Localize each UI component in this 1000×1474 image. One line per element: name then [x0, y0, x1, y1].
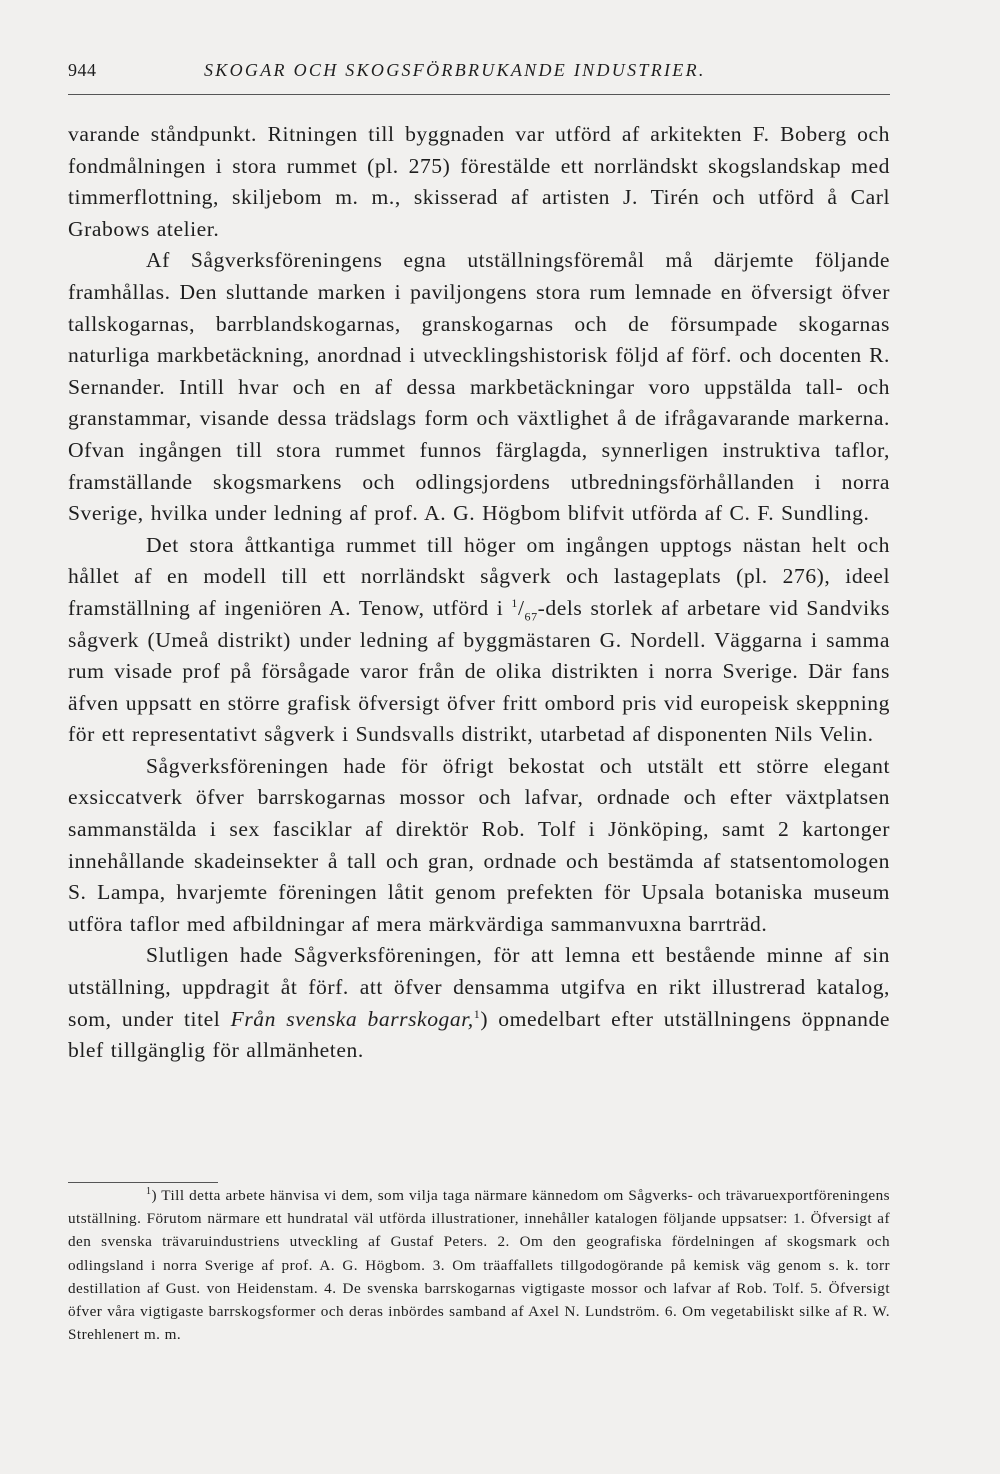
header-rule — [68, 94, 890, 95]
footnote-text: ) Till detta arbete hänvisa vi dem, som vilja taga närmare kännedom om Sågverks- och trävaruexportföreningens utställning. Förutom närmare ett hundratal väl utförda illustrationer, innehåller katalogen följande uppsatser: 1. Öfversigt af den svenska trävaruindustriens utveckling af Gustaf Peters. 2. Om den geografiska fördelningen af skogsmark och odlingsland i norra Sverige af prof. A. G. Högbom. 3. Om träaffallets tillgodogörande på kemisk väg genom s. k. torr destillation af Gust. von Heidenstam. 4. De svenska barrskogarnas vigtigaste mossor och lafvar af Rob. Tolf. 5. Öfversigt öfver våra vigtigaste barrskogsformer och deras inbördes samband af Axel N. Lundström. 6. Om vegetabiliskt silke af R. W. Strehlenert m. m. — [68, 1187, 890, 1344]
fraction-separator: / — [517, 595, 525, 620]
paragraph-text: -dels storlek af arbetare vid Sandviks sågverk (Umeå distrikt) under ledning af byggmästaren G. Nordell. Väggarna i samma rum visade prof på försågade varor från de olika distrikten i norra Sverige. Där fans äfven uppsatt en större grafisk öfversigt öfver fritt ombord pris vid europeisk skeppning för ett representativt sågverk i Sundsvalls distrikt, utarbetad af disponenten Nils Velin. — [68, 595, 890, 747]
running-title: SKOGAR OCH SKOGSFÖRBRUKANDE INDUSTRIER. — [204, 60, 706, 80]
footnote-marker: 1 — [146, 1185, 152, 1197]
paragraph: varande ståndpunkt. Ritningen till byggnaden var utförd af arkitekten F. Boberg och fondmålningen i stora rummet (pl. 275) förestälde ett norrländskt skogslandskap med timmerflottning, skiljebom m. m., skisserad af artisten J. Tirén och utförd å Carl Grabows atelier. — [68, 122, 890, 241]
paragraph — [68, 940, 890, 1066]
paragraph-text: Slutligen hade Sågverksföreningen, för att lemna ett bestående minne af sin utställning, uppdragit åt förf. att öfver densamma utgifva en rikt illustrerad katalog, som, under titel — [68, 943, 890, 1031]
page-number: 944 — [68, 60, 97, 80]
footnote-rule — [68, 1182, 218, 1183]
fraction-denominator: 67 — [524, 609, 538, 624]
footnote-text-block — [68, 1184, 890, 1346]
paragraph: Af Sågverksföreningens egna utställningsföremål må därjemte följande framhållas. Den sluttande marken i paviljongens stora rum lemnade en öfversigt öfver tallskogarnas, barrblandskogarnas, granskogarnas och de försumpade skogarnas naturliga markbetäckning, anordnad i utvecklingshistorisk följd af förf. och docenten R. Sernander. Intill hvar och en af dessa markbetäckningar voro uppstälda tall- och granstammar, visande dessa trädslags form och växtlighet å de ifrågavarande markerna. Ofvan ingången till stora rummet funnos färglagda, synnerligen instruktiva taflor, framställande skogsmarkens och odlingsjordens utbredningsförhållanden i norra Sverige, hvilka under ledning af prof. A. G. Högbom blifvit utförda af C. F. Sundling. — [68, 248, 890, 526]
fraction-numerator: 1 — [511, 595, 518, 610]
paragraph-text: Det stora åttkantiga rummet till höger om ingången upptogs nästan helt och hållet af en modell till ett norrländskt sågverk och lastageplats (pl. 276), ideel framställning af ingeniören A. Tenow, utförd i — [68, 532, 890, 620]
paragraph: Sågverksföreningen hade för öfrigt bekostat och utstält ett större elegant exsiccatverk öfver barrskogarnas mossor och lafvar, ordnade och efter växtplatsen sammanstälda i sex fasciklar af direktör Rob. Tolf i Jönköping, samt 2 kartonger innehållande skadeinsekter å tall och gran, ordnade och bestämda af statsentomologen S. Lampa, hvarjemte föreningen låtit genom prefekten för Upsala botaniska museum utföra taflor med afbildningar af mera märkvärdiga sammanvuxna barrträd. — [68, 753, 890, 936]
footnote — [68, 1184, 890, 1346]
catalog-title: Från svenska barrskogar, — [230, 1006, 474, 1031]
footnote-reference: 1 — [473, 1006, 481, 1021]
body-text — [68, 119, 890, 1067]
paragraph — [68, 530, 890, 751]
paragraph-text: ) omedelbart efter utställningens öppnande blef tillgänglig för allmänheten. — [68, 1006, 890, 1063]
page-header — [68, 60, 890, 90]
